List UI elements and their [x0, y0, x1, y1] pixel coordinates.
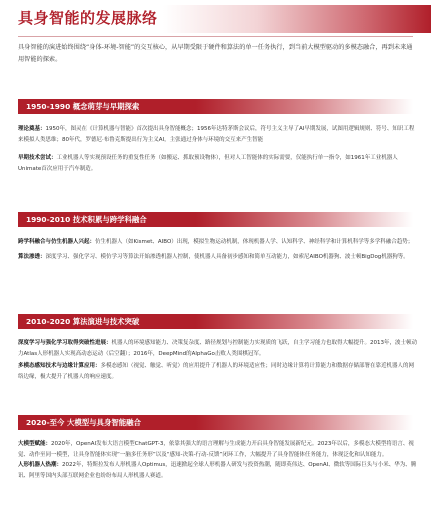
section-header-1950-1990: [18, 99, 413, 114]
item-text: 工业机器人等实现预设任务的重复性任务（如搬运、抓取预设物体），但对人工智能体的实际需要，仅能执行单一指令，如1961年工业机器人Unimate首次应用于汽车制造。: [18, 155, 398, 172]
item-paragraph: [18, 460, 418, 481]
page-title: 具身智能的发展脉络: [18, 9, 158, 27]
item-text: 多模态感知（视觉、触觉、听觉）的应用提升了机器人的环境适应性；同时边缘计算将计算能力和数据存储部署在靠近机器人的网络边缘，极大提升了机器人的响应速度。: [18, 363, 415, 380]
item-text: 机器人的环境感知能力、决策复杂度、路径规划与控制能力实现质的飞跃，自主学习能力也取得大幅提升。2013年，波士顿动力Atlas人形机器人实现高动态运动（后空翻）；2016年，DeepMind的AlphaGo击败人类围棋冠军。: [18, 340, 418, 357]
section-header-label: 2010-2020 算法演进与技术突破: [26, 317, 140, 326]
item-label: 理论奠基：: [18, 126, 46, 132]
item-text: 2022年，特斯拉发布人形机器人Optimus，迅速掀起全球人形机器人研发与投资热潮，随即英伟达、OpenAI、微软等国际巨头与小米、华为、腾讯、阿里等国内头部互联网企业也纷纷布局人形机器人赛道。: [18, 462, 417, 479]
section-body-2010-2020: [18, 338, 418, 382]
title-divider: [18, 36, 413, 37]
item-paragraph: [18, 338, 418, 359]
item-text: 1950年，图灵在《计算机器与智能》首次提出具身智能概念；1956年达特茅斯会议后，符号主义主导了AI早期发展，试图用逻辑规则、符号、知识工程来模拟人类思维；80年代，罗德尼·布鲁克斯提出行为主义AI，主张通过身体与环境的交互来产生智能: [18, 126, 415, 143]
item-label: 深度学习与强化学习取得突破性进展：: [18, 340, 112, 346]
item-label: 早期技术尝试：: [18, 155, 57, 162]
item-label: 大模型赋能：: [18, 441, 52, 447]
item-paragraph: [18, 361, 418, 382]
section-header-1990-2010: [18, 212, 413, 227]
item-label: 多模态感知技术与边缘计算应用：: [18, 363, 101, 370]
item-paragraph: [18, 439, 418, 460]
item-label: 算法渗透：: [18, 253, 46, 260]
section-header-label: 2020-至今 大模型与具身智能融合: [26, 418, 141, 427]
item-paragraph: [18, 237, 418, 248]
section-body-2020-now: [18, 439, 418, 481]
item-paragraph: [18, 153, 418, 174]
item-label: 跨学科融合与仿生机器人兴起：: [18, 239, 96, 245]
item-text: 仿生机器人（如Kismet、AIBO）出现，模拟生物运动机制，体现机器人学、认知科学、神经科学和计算机科学等多学科融合趋势；: [95, 239, 414, 245]
intro-paragraph: 具身智能的演进始终围绕“身体-环境-智能”的交互核心，从早期受限于硬件和算法的单一任务执行，到当前大模型驱动的多模态融合，再到未来通用智能的探索。: [18, 44, 413, 63]
section-header-2020-now: [18, 415, 413, 430]
item-label: 人形机器人热潮：: [18, 462, 63, 469]
item-text: 2020年，OpenAI发布大语言模型ChatGPT-3，依靠其强大的语言理解与生成能力开启具身智能发展新纪元。2023年以后，多模态大模型将语言、视觉、动作至同一模型，让具身智能体实现“一脑多任务形”以及“感知-决策-行动-反馈”闭环工作，大幅提升了具身智能体任务能力，体现泛化和认知能力。: [18, 441, 414, 458]
item-paragraph: [18, 252, 418, 263]
section-body-1990-2010: [18, 237, 418, 262]
item-text: 深度学习、强化学习、模仿学习等算法开始渗透机器人控制，使机器人具备初步感知和简单互动能力，如索尼AIBO机器狗、波士顿BigDog机器狗等。: [45, 253, 409, 260]
section-body-1950-1990: [18, 124, 418, 174]
section-header-label: 1990-2010 技术积累与跨学科融合: [26, 215, 147, 224]
title-decoration-bar: [163, 5, 431, 33]
section-header-2010-2020: [18, 314, 413, 329]
item-paragraph: [18, 124, 418, 145]
title-row: [18, 5, 428, 33]
section-header-label: 1950-1990 概念萌芽与早期探索: [26, 102, 140, 111]
